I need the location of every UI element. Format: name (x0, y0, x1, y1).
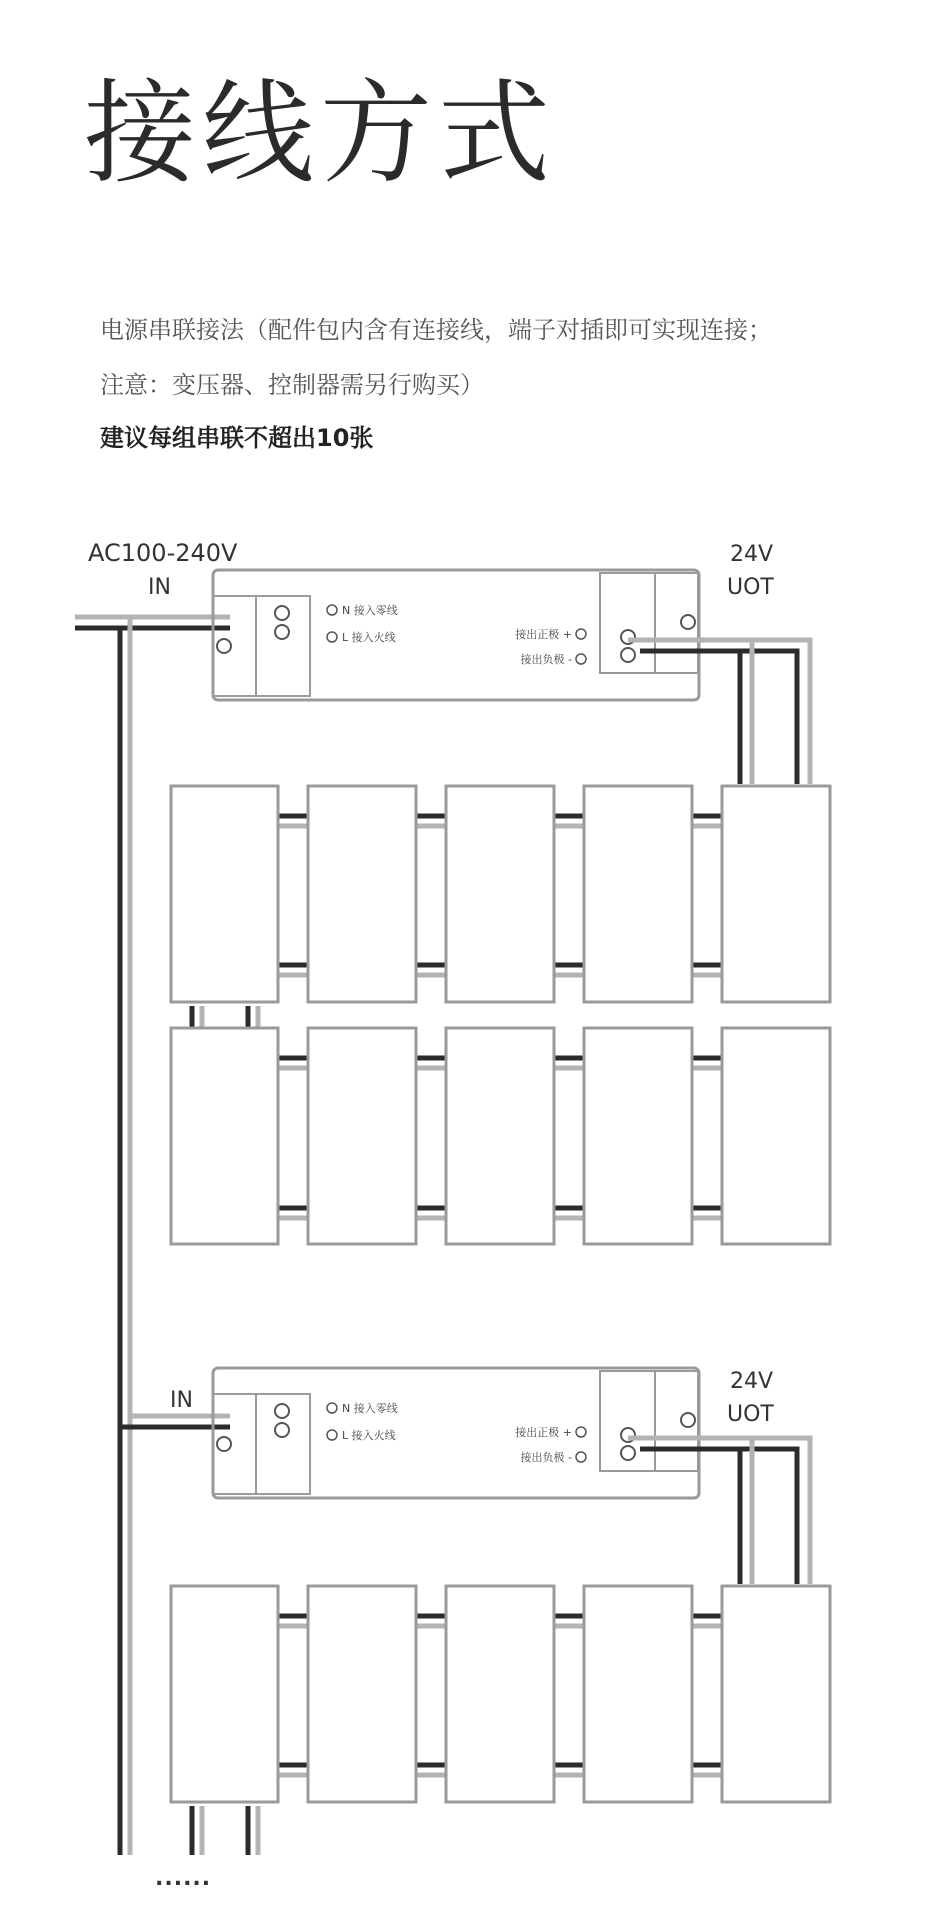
panel-row-2 (171, 1028, 830, 1244)
transformer-2 (213, 1368, 699, 1498)
n-terminal-label-1: N 接入零线 (342, 604, 398, 617)
pos-terminal-label-2: 接出正极 + (515, 1426, 572, 1439)
panel (446, 786, 554, 1002)
description-line-1: 电源串联接法（配件包内含有连接线，端子对插即可实现连接； (100, 316, 772, 344)
panel (722, 1028, 830, 1244)
panel (722, 1586, 830, 1802)
page-title: 接线方式 (84, 69, 556, 199)
description-line-3: 建议每组串联不超出10张 (100, 424, 374, 452)
input-voltage-label: AC100-240V (88, 539, 238, 567)
panel (308, 1586, 416, 1802)
panel (584, 786, 692, 1002)
panel-row-1 (171, 786, 830, 1002)
panel (171, 1586, 278, 1802)
panel (446, 1586, 554, 1802)
output-voltage-label-1: 24V (730, 542, 774, 567)
pos-terminal-label-1: 接出正极 + (515, 628, 572, 641)
in-label-1: IN (148, 575, 171, 600)
panel-row-3 (171, 1586, 830, 1802)
neg-terminal-label-1: 接出负极 - (520, 653, 572, 666)
in-label-2: IN (170, 1388, 193, 1413)
panel (308, 1028, 416, 1244)
panel (722, 786, 830, 1002)
l-terminal-label-1: L 接入火线 (342, 631, 396, 644)
output-voltage-label-2: 24V (730, 1369, 774, 1394)
panel (308, 786, 416, 1002)
neg-terminal-label-2: 接出负极 - (520, 1451, 572, 1464)
panel (584, 1028, 692, 1244)
description-line-2: 注意：变压器、控制器需另行购买） (100, 371, 484, 399)
out-label-1: UOT (727, 575, 774, 600)
l-terminal-label-2: L 接入火线 (342, 1429, 396, 1442)
transformer-1 (213, 570, 699, 700)
out-label-2: UOT (727, 1402, 774, 1427)
continuation-dots: ...... (155, 1866, 212, 1891)
panel (446, 1028, 554, 1244)
panel (171, 1028, 278, 1244)
panel (584, 1586, 692, 1802)
n-terminal-label-2: N 接入零线 (342, 1402, 398, 1415)
panel (171, 786, 278, 1002)
